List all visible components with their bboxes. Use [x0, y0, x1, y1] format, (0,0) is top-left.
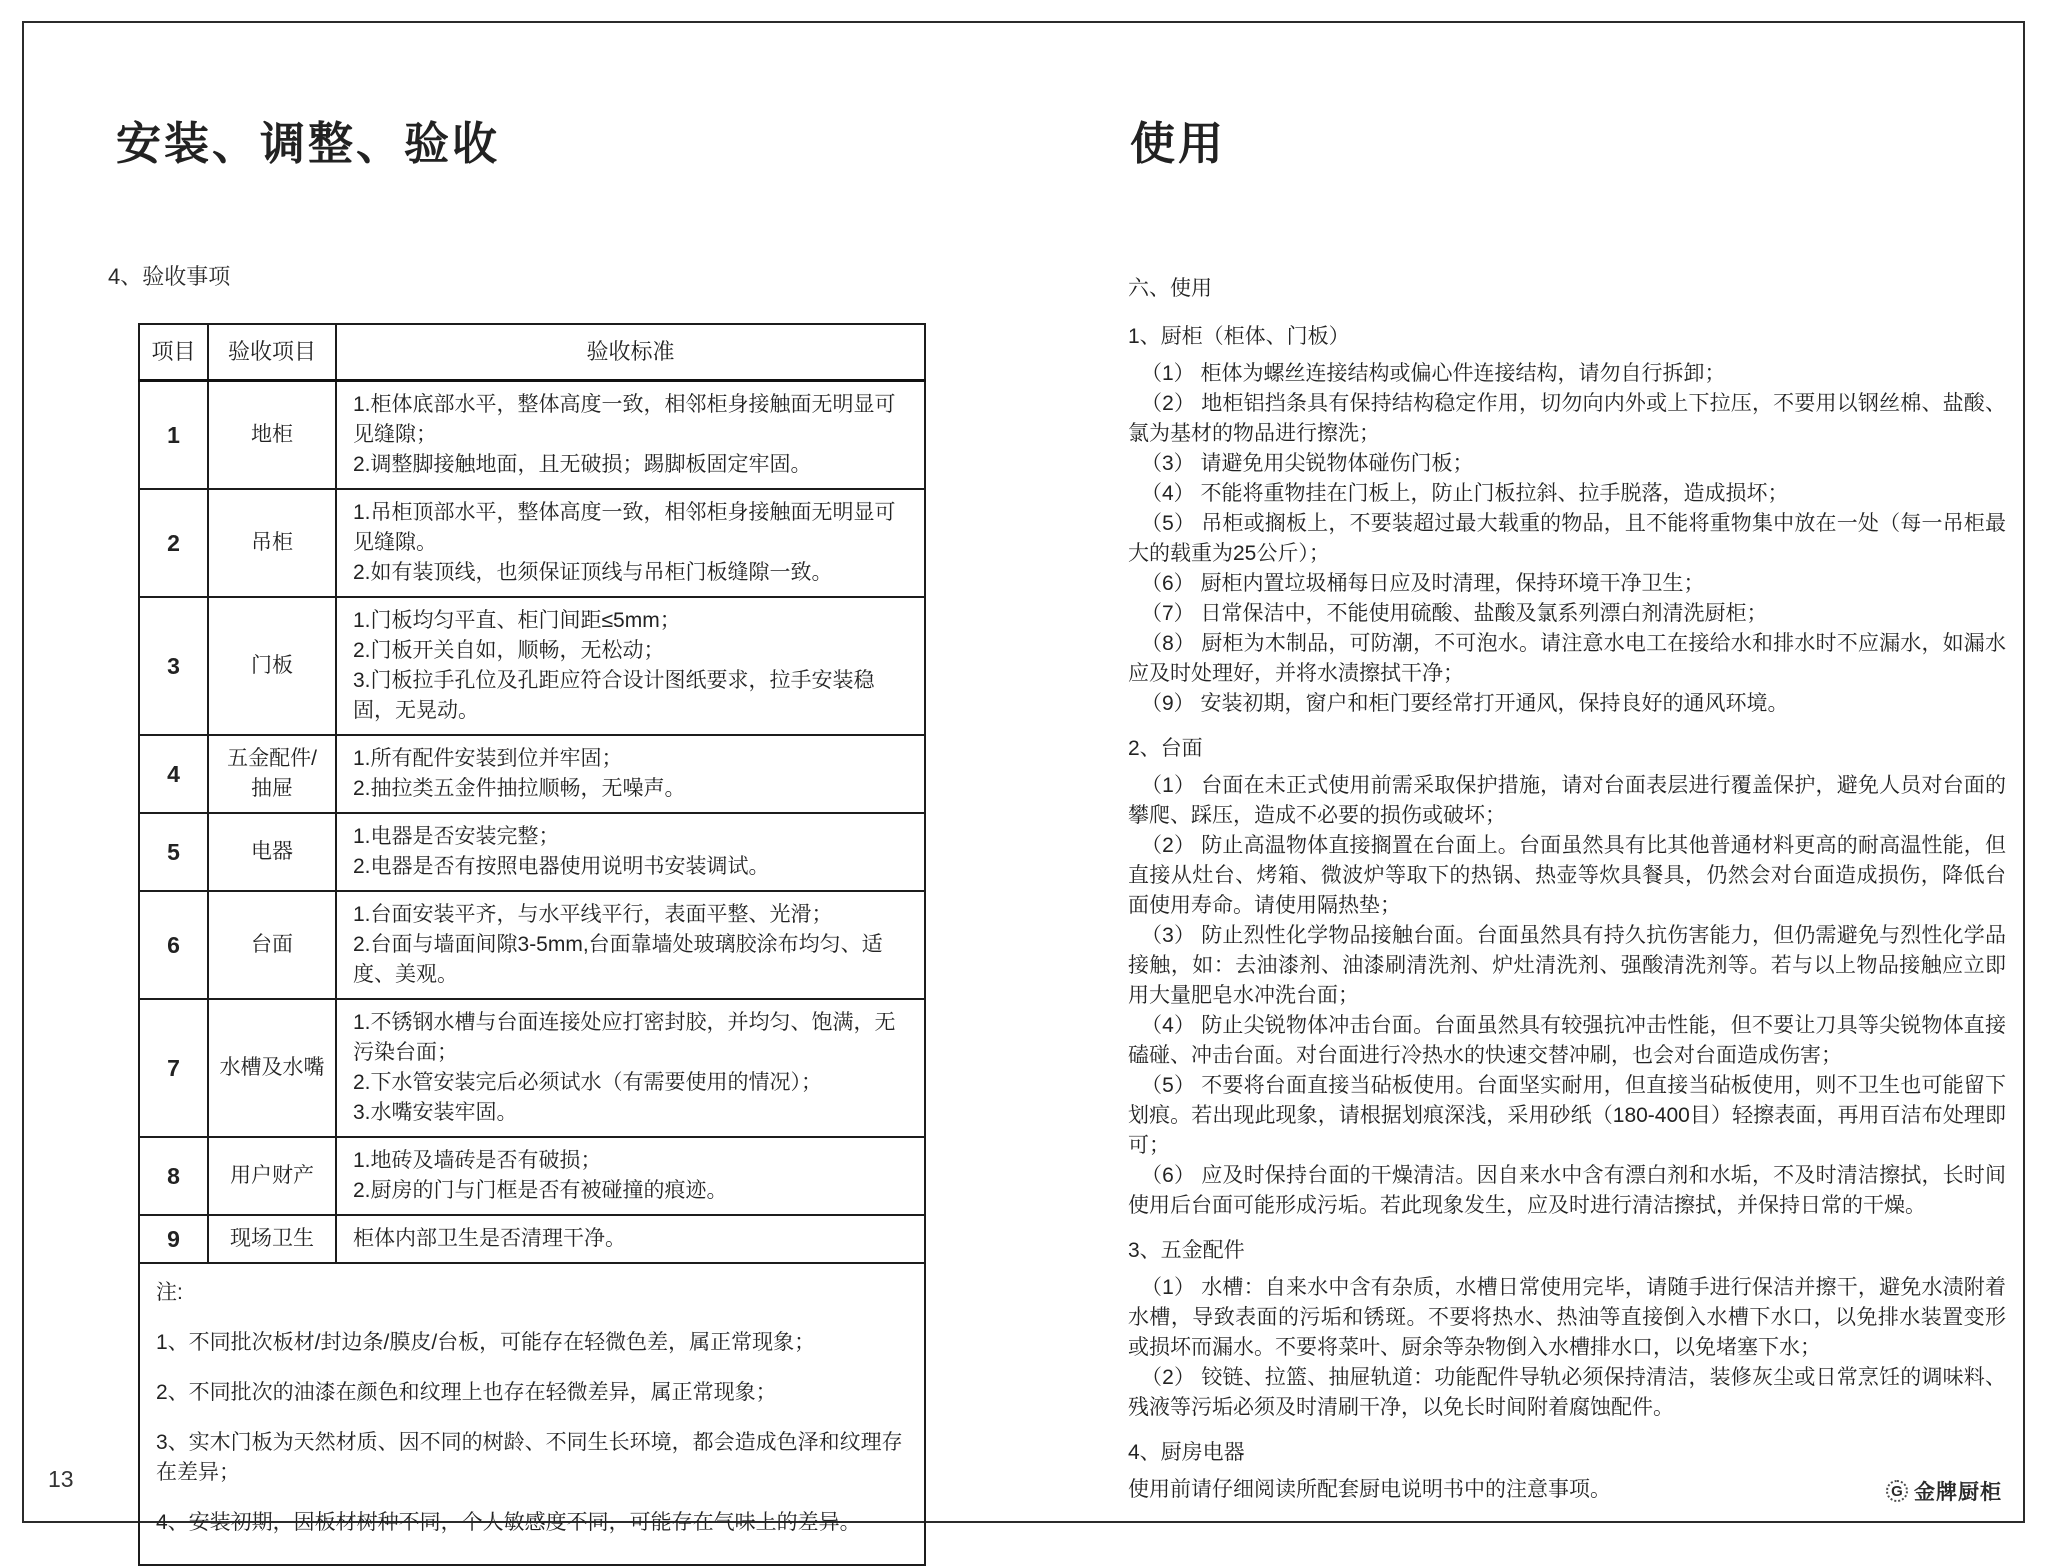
- row-item: 地柜: [208, 381, 336, 490]
- brand-logo: [1886, 1476, 2002, 1506]
- section-countertop: [1128, 734, 2006, 1221]
- standard-line: 2.下水管安装完后必须试水（有需要使用的情况）；: [353, 1071, 823, 1094]
- row-item: 电器: [208, 813, 336, 891]
- left-page-title: 安装、调整、验收: [116, 118, 501, 169]
- usage-item: （3） 防止烈性化学物品接触台面。台面虽然具有持久抗伤害能力，但仍需避免与烈性化学品接触，如：去油漆剂、油漆刷清洗剂、炉灶清洗剂、强酸清洗剂等。若与以上物品接触应立即用大量肥皂水冲洗台面；: [1128, 924, 2006, 1007]
- row-standards: [336, 1137, 925, 1215]
- brand-logo-text: 金牌厨柜: [1914, 1481, 2002, 1504]
- standard-line: 2.如有装顶线，也须保证顶线与吊柜门板缝隙一致。: [353, 561, 833, 584]
- row-standards: [336, 735, 925, 813]
- table-notes-row: [139, 1263, 925, 1565]
- row-number: 5: [139, 813, 208, 891]
- standard-line: 1.所有配件安装到位并牢固；: [353, 747, 623, 770]
- standard-line: 3.水嘴安装牢固。: [353, 1101, 518, 1124]
- table-row: [139, 1137, 925, 1215]
- standard-line: 1.不锈钢水槽与台面连接处应打密封胶，并均匀、饱满，无污染台面；: [353, 1011, 896, 1064]
- acceptance-subtitle: 4、验收事项: [108, 264, 231, 289]
- note-line: 1、不同批次板材/封边条/膜皮/台板，可能存在轻微色差，属正常现象；: [156, 1331, 816, 1354]
- usage-item: 使用前请仔细阅读所配套厨电说明书中的注意事项。: [1128, 1478, 1611, 1501]
- section-heading: 3、五金配件: [1128, 1239, 1245, 1262]
- table-row: [139, 1215, 925, 1263]
- usage-item: （7） 日常保洁中，不能使用硫酸、盐酸及氯系列漂白剂清洗厨柜；: [1141, 602, 1768, 625]
- row-number: 4: [139, 735, 208, 813]
- standard-line: 2.厨房的门与门框是否有被碰撞的痕迹。: [353, 1179, 728, 1202]
- acceptance-table: [138, 323, 926, 1566]
- usage-item: （2） 防止高温物体直接搁置在台面上。台面虽然具有比其他普通材料更高的耐高温性能，但直接从灶台、烤箱、微波炉等取下的热锅、热壶等炊具餐具，仍然会对台面造成损伤，降低台面使用寿命。请使用隔热垫；: [1128, 834, 2006, 917]
- standard-line: 3.门板拉手孔位及孔距应符合设计图纸要求，拉手安装稳固，无晃动。: [353, 669, 875, 722]
- usage-content: [1128, 274, 2006, 1505]
- table-row: [139, 891, 925, 999]
- col-header-item-no: 项目: [139, 324, 208, 381]
- section-cabinet: [1128, 322, 2006, 719]
- standard-line: 1.柜体底部水平，整体高度一致，相邻柜身接触面无明显可见缝隙；: [353, 393, 896, 446]
- section-heading: 1、厨柜（柜体、门板）: [1128, 325, 1350, 348]
- row-standards: [336, 999, 925, 1137]
- standard-line: 1.台面安装平齐，与水平线平行，表面平整、光滑；: [353, 903, 833, 926]
- row-item: 吊柜: [208, 489, 336, 597]
- standard-line: 2.门板开关自如，顺畅，无松动；: [353, 639, 665, 662]
- row-item: 门板: [208, 597, 336, 735]
- note-line: 2、不同批次的油漆在颜色和纹理上也存在轻微差异，属正常现象；: [156, 1381, 777, 1404]
- table-row: [139, 813, 925, 891]
- usage-section-label: 六、使用: [1128, 277, 1212, 300]
- table-header-row: [139, 324, 925, 381]
- usage-item: （5） 吊柜或搁板上，不要装超过最大载重的物品，且不能将重物集中放在一处（每一吊柜最大的载重为25公斤）；: [1128, 512, 2006, 565]
- table-row: [139, 999, 925, 1137]
- usage-item: （3） 请避免用尖锐物体碰伤门板；: [1141, 452, 1474, 475]
- usage-item: （2） 铰链、拉篮、抽屉轨道：功能配件导轨必须保持清洁，装修灰尘或日常烹饪的调味料、残液等污垢必须及时清刷干净，以免长时间附着腐蚀配件。: [1128, 1366, 2006, 1419]
- usage-item: （4） 防止尖锐物体冲击台面。台面虽然具有较强抗冲击性能，但不要让刀具等尖锐物体直接磕碰、冲击台面。对台面进行冷热水的快速交替冲刷，也会对台面造成伤害；: [1128, 1014, 2006, 1067]
- row-standards: [336, 489, 925, 597]
- table-row: [139, 381, 925, 490]
- notes-label: 注:: [156, 1281, 183, 1304]
- row-item: 五金配件/抽屉: [208, 735, 336, 813]
- standard-line: 2.台面与墙面间隙3-5mm,台面靠墙处玻璃胶涂布均匀、适度、美观。: [353, 933, 883, 986]
- brand-logo-icon: [1886, 1480, 1908, 1502]
- usage-item: （6） 厨柜内置垃圾桶每日应及时清理，保持环境干净卫生；: [1141, 572, 1705, 595]
- col-header-standard: 验收标准: [336, 324, 925, 381]
- row-item: 用户财产: [208, 1137, 336, 1215]
- col-header-item-name: 验收项目: [208, 324, 336, 381]
- usage-item: （5） 不要将台面直接当砧板使用。台面坚实耐用，但直接当砧板使用，则不卫生也可能留下划痕。若出现此现象，请根据划痕深浅，采用砂纸（180-400目）轻擦表面，再用百洁布处理即可；: [1128, 1074, 2006, 1157]
- right-page-title: 使用: [1130, 118, 1227, 169]
- table-row: [139, 735, 925, 813]
- row-item: 台面: [208, 891, 336, 999]
- row-number: 2: [139, 489, 208, 597]
- standard-line: 1.地砖及墙砖是否有破损；: [353, 1149, 602, 1172]
- usage-item: （4） 不能将重物挂在门板上，防止门板拉斜、拉手脱落，造成损坏；: [1141, 482, 1789, 505]
- usage-item: （8） 厨柜为木制品，可防潮，不可泡水。请注意水电工在接给水和排水时不应漏水，如漏水应及时处理好，并将水渍擦拭干净；: [1128, 632, 2006, 685]
- row-standards: [336, 1215, 925, 1263]
- row-standards: [336, 597, 925, 735]
- usage-item: （1） 柜体为螺丝连接结构或偏心件连接结构，请勿自行拆卸；: [1141, 362, 1726, 385]
- standard-line: 2.抽拉类五金件抽拉顺畅，无噪声。: [353, 777, 686, 800]
- note-line: 4、安装初期，因板材树种不同，个人敏感度不同，可能存在气味上的差异。: [156, 1511, 861, 1534]
- row-number: 6: [139, 891, 208, 999]
- usage-item: （1） 水槽：自来水中含有杂质，水槽日常使用完毕，请随手进行保洁并擦干，避免水渍附着水槽，导致表面的污垢和锈斑。不要将热水、热油等直接倒入水槽下水口，以免排水装置变形或损坏而漏水。不要将菜叶、厨余等杂物倒入水槽排水口，以免堵塞下水；: [1128, 1276, 2006, 1359]
- standard-line: 1.电器是否安装完整；: [353, 825, 560, 848]
- row-number: 8: [139, 1137, 208, 1215]
- logo-letter: G: [1891, 1482, 1903, 1500]
- standard-line: 1.门板均匀平直、柜门间距≤5mm；: [353, 609, 681, 632]
- row-number: 1: [139, 381, 208, 490]
- row-number: 3: [139, 597, 208, 735]
- usage-item: （1） 台面在未正式使用前需采取保护措施，请对台面表层进行覆盖保护，避免人员对台面的攀爬、踩压，造成不必要的损伤或破坏；: [1128, 774, 2006, 827]
- table-row: [139, 489, 925, 597]
- standard-line: 2.电器是否有按照电器使用说明书安装调试。: [353, 855, 770, 878]
- usage-item: （2） 地柜铝挡条具有保持结构稳定作用，切勿向内外或上下拉压，不要用以钢丝棉、盐酸、氯为基材的物品进行擦洗；: [1128, 392, 2006, 445]
- note-line: 3、实木门板为天然材质、因不同的树龄、不同生长环境，都会造成色泽和纹理存在差异；: [156, 1431, 903, 1484]
- row-standards: [336, 381, 925, 490]
- row-number: 9: [139, 1215, 208, 1263]
- section-appliances: [1128, 1438, 2006, 1505]
- page-number: 13: [48, 1466, 74, 1492]
- row-item: 现场卫生: [208, 1215, 336, 1263]
- standard-line: 柜体内部卫生是否清理干净。: [353, 1227, 626, 1250]
- row-standards: [336, 891, 925, 999]
- section-heading: 2、台面: [1128, 737, 1203, 760]
- standard-line: 2.调整脚接触地面，且无破损；踢脚板固定牢固。: [353, 453, 812, 476]
- row-standards: [336, 813, 925, 891]
- row-item: 水槽及水嘴: [208, 999, 336, 1137]
- usage-item: （9） 安装初期，窗户和柜门要经常打开通风，保持良好的通风环境。: [1141, 692, 1789, 715]
- row-number: 7: [139, 999, 208, 1137]
- usage-item: （6） 应及时保持台面的干燥清洁。因自来水中含有漂白剂和水垢，不及时清洁擦拭，长时间使用后台面可能形成污垢。若此现象发生，应及时进行清洁擦拭，并保持日常的干燥。: [1128, 1164, 2006, 1217]
- standard-line: 1.吊柜顶部水平，整体高度一致，相邻柜身接触面无明显可见缝隙。: [353, 501, 896, 554]
- section-hardware: [1128, 1236, 2006, 1423]
- section-heading: 4、厨房电器: [1128, 1441, 1245, 1464]
- notes-cell: [139, 1263, 925, 1565]
- table-row: [139, 597, 925, 735]
